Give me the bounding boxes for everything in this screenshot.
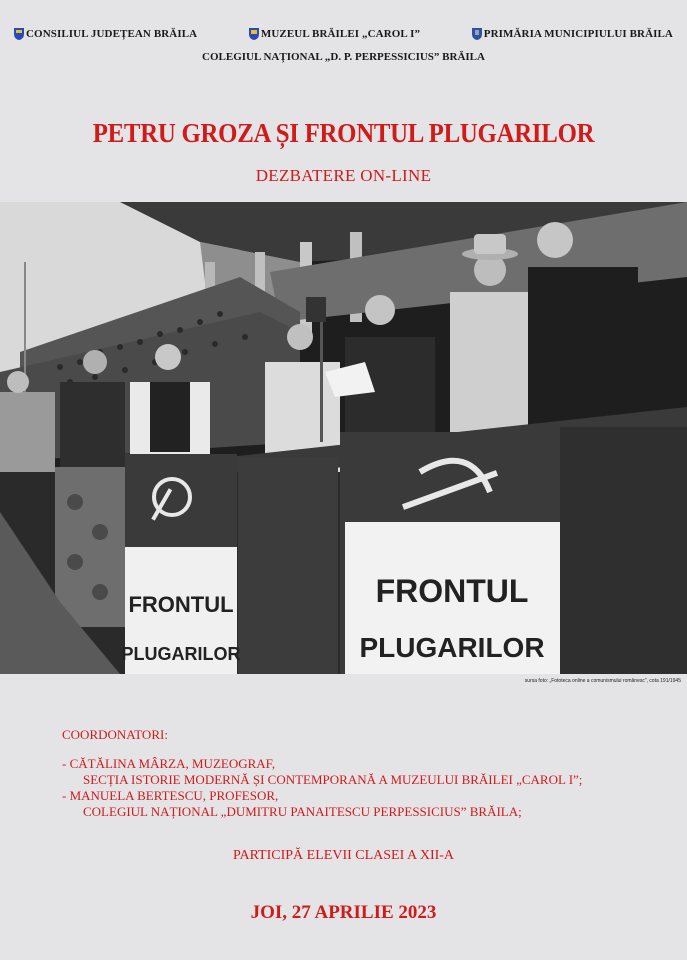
org-name: MUZEUL BRĂILEI „CAROL I” [260,28,421,40]
banner-right-line1: FRONTUL [375,573,529,609]
event-title: PETRU GROZA ȘI FRONTUL PLUGARILOR [92,118,595,148]
banner-left-line1: FRONTUL [128,592,234,617]
org-name: CONSILIUL JUDEȚEAN BRĂILA [26,28,198,40]
banner-right-line2: PLUGARILOR [359,632,545,663]
organizations-header [0,28,687,40]
coordinator-line: COLEGIUL NAȚIONAL „DUMITRU PANAITESCU PERPESSICIUS” BRĂILA; [83,804,522,819]
org-name: PRIMĂRIA MUNICIPIULUI BRĂILA [483,28,673,40]
historical-photo [0,202,687,674]
coordinators-label: COORDONATORI: [62,727,168,742]
org-consiliul [14,28,197,40]
coordinator-line: - MANUELA BERTESCU, PROFESOR, [62,788,279,803]
coordinator-line: SECȚIA ISTORIE MODERNĂ ȘI CONTEMPORANĂ A MUZEULUI BRĂILEI „CAROL I”; [83,772,583,787]
photo-credit: sursa foto: „Fototeca online a comunismului românesc”, cota 191/1945 [524,678,681,684]
crest-icon [472,28,482,40]
crest-icon [249,28,259,40]
crest-icon [14,28,24,40]
photo-illustration [0,202,687,674]
coordinator-line: - CĂTĂLINA MÂRZA, MUZEOGRAF, [62,756,276,771]
event-subtitle: DEZBATERE ON-LINE [255,166,432,185]
participants-note: PARTICIPĂ ELEVII CLASEI A XII-A [232,848,455,863]
banner-left-line2: PLUGARILOR [121,644,241,664]
event-date: JOI, 27 APRILIE 2023 [250,902,437,923]
org-muzeul [249,28,420,40]
org-primaria [472,28,673,40]
school-name: COLEGIUL NAȚIONAL „D. P. PERPESSICIUS” BRĂILA [202,51,485,63]
